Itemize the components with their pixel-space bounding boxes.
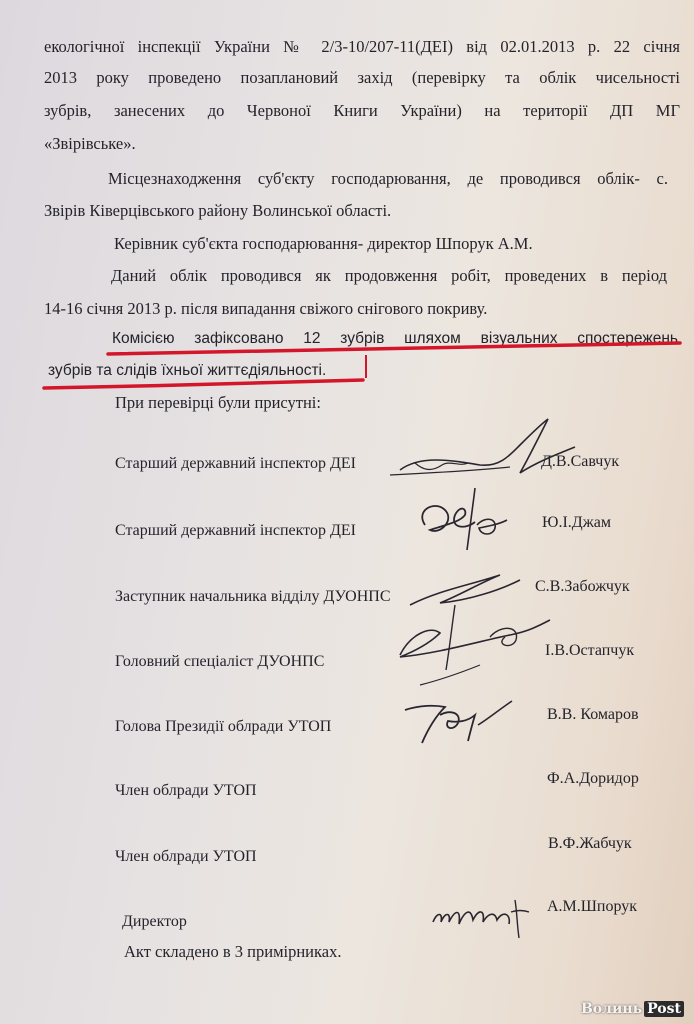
signatory-position-2: Старший державний інспектор ДЕІ [115, 522, 356, 539]
location-line-1-text: Місцезнаходження суб'єкту господарювання, де проводився облік- с. [108, 169, 668, 188]
signatory-position-5: Голова Президії облради УТОП [115, 718, 332, 735]
result-line-1-text: Комісією зафіксовано 12 зубрів шляхом візуальних спостережень [112, 330, 678, 347]
signatory-name-3: С.В.Забожчук [535, 578, 630, 595]
signatory-name-2: Ю.І.Джам [542, 514, 611, 531]
red-underline-1 [108, 343, 680, 354]
body-line-2-text: 2013 року проведено позаплановий захід (перевірку та облік чисельності [44, 68, 680, 87]
watermark-part-2: Post [644, 1001, 684, 1017]
signatory-position-8: Директор [122, 913, 187, 930]
signatory-name-8: А.М.Шпорук [547, 898, 638, 915]
signatory-name-4: І.В.Остапчук [545, 642, 635, 659]
signature-3 [380, 545, 570, 695]
signatory-name-6: Ф.А.Доридор [547, 770, 639, 787]
signatory-name-1: Д.В.Савчук [541, 453, 620, 470]
signature-8 [425, 890, 535, 945]
signature-5 [400, 695, 520, 750]
body-line-1-text: екологічної інспекції України № 2/3-10/207-11(ДЕІ) від 02.01.2013 р. 22 січня [44, 37, 680, 56]
signatory-position-7: Член облради УТОП [115, 848, 257, 865]
signatory-name-7: В.Ф.Жабчук [548, 835, 632, 852]
present-heading: При перевірці були присутні: [115, 393, 321, 412]
manager-line: Керівник суб'єкта господарювання- директор Шпорук А.М. [114, 234, 533, 253]
signatory-position-3: Заступник начальника відділу ДУОНПС [115, 588, 391, 605]
signatory-position-1: Старший державний інспектор ДЕІ [115, 455, 356, 472]
body-line-4: «Звірівське». [44, 134, 136, 153]
signatory-position-6: Член облради УТОП [115, 782, 257, 799]
period-line-1-text: Даний облік проводився як продовження робіт, проведених в період [111, 266, 667, 285]
watermark-part-1: Волинь [580, 1001, 643, 1017]
closing-line: Акт складено в 3 примірниках. [124, 942, 342, 961]
watermark-logo [581, 998, 684, 1020]
red-underline-marks [0, 0, 694, 420]
location-line-2: Звірів Ківерцівського району Волинської області. [44, 201, 392, 220]
signatory-position-4: Головний спеціаліст ДУОНПС [115, 653, 325, 670]
red-underline-2 [44, 380, 363, 388]
result-line-2: зубрів та слідів їхньої життєдіяльності. [48, 362, 327, 379]
body-line-3-text: зубрів, занесених до Червоної Книги України) на території ДП МГ [44, 101, 680, 120]
signatory-name-5: В.В. Комаров [547, 706, 639, 723]
period-line-2: 14-16 січня 2013 р. після випадання свіжого снігового покриву. [44, 299, 488, 318]
